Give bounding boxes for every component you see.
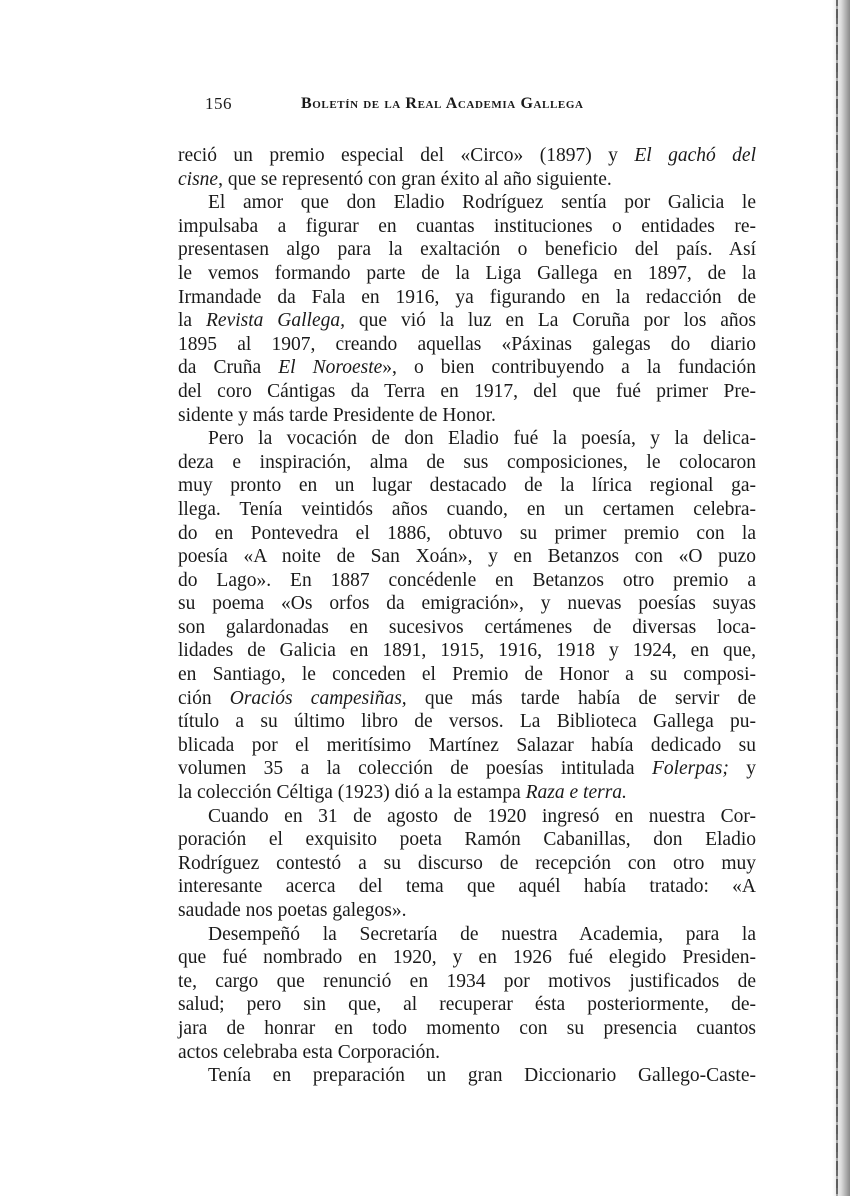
text-line [178, 522, 756, 546]
text-line [178, 639, 756, 663]
italic-text: cisne [178, 168, 219, 190]
italic-text: El Noroeste [278, 357, 383, 379]
text-segment: , que se representó con gran éxito al año siguiente. [218, 168, 612, 190]
text-segment: en Santiago, le conceden el Premio de Honor a su composi- [178, 664, 756, 686]
scan-binding-edge [836, 0, 838, 1196]
text-segment: su poema «Os orfos da emigración», y nuevas poesías suyas [178, 593, 756, 615]
text-segment: sidente y más tarde Presidente de Honor. [178, 404, 496, 426]
text-segment: da Cruña [178, 357, 279, 379]
body-text [178, 144, 756, 1088]
italic-text: Folerpas; [651, 758, 729, 780]
text-segment: Tenía en preparación un gran Diccionario Gallego-Caste- [208, 1065, 756, 1087]
text-segment: El amor que don Eladio Rodríguez sentía por Galicia le [208, 192, 756, 214]
text-segment: », o bien contribuyendo a la fundación [382, 357, 756, 379]
text-segment: do Lago». En 1887 concédenle en Betanzos otro premio a [178, 569, 756, 591]
italic-text: Revista Gallega, [206, 310, 346, 332]
text-line [178, 710, 756, 734]
text-segment: Cuando en 31 de agosto de 1920 ingresó en nuestra Cor- [208, 805, 756, 827]
text-line [178, 333, 756, 357]
text-line [178, 545, 756, 569]
text-line [178, 757, 756, 781]
text-line [178, 309, 756, 333]
text-line [178, 970, 756, 994]
text-line [178, 899, 756, 923]
text-segment: deza e inspiración, alma de sus composiciones, le colocaron [178, 451, 756, 473]
text-line [178, 427, 756, 451]
text-line [178, 875, 756, 899]
text-segment: título a su último libro de versos. La Biblioteca Gallega pu- [178, 711, 756, 733]
text-segment: muy pronto en un lugar destacado de la lírica regional ga- [178, 475, 756, 497]
text-line [178, 993, 756, 1017]
text-segment: le vemos formando parte de la Liga Gallega en 1897, de la [178, 262, 756, 284]
text-segment: 1895 al 1907, creando aquellas «Páxinas galegas do diario [178, 333, 756, 355]
text-segment: impulsaba a figurar en cuantas instituciones o entidades re- [178, 215, 756, 237]
text-segment: interesante acerca del tema que aquél había tratado: «A [178, 876, 756, 898]
text-segment: poesía «A noite de San Xoán», y en Betanzos con «O puzo [178, 546, 756, 568]
text-line [178, 734, 756, 758]
text-segment: que más tarde había de servir de [406, 687, 756, 709]
text-line [178, 404, 756, 428]
text-line [178, 238, 756, 262]
italic-text: Raza e terra. [525, 782, 627, 804]
text-line [178, 286, 756, 310]
text-segment: te, cargo que renunció en 1934 por motivos justificados de [178, 970, 756, 992]
text-segment: do en Pontevedra el 1886, obtuvo su primer premio con la [178, 522, 756, 544]
text-line [178, 144, 756, 168]
text-segment: salud; pero sin que, al recuperar ésta posteriormente, de- [178, 994, 756, 1016]
text-line [178, 215, 756, 239]
text-segment: la [178, 310, 206, 332]
text-segment: jara de honrar en todo momento con su presencia cuantos [178, 1017, 756, 1039]
scan-edge-shadow [832, 0, 850, 1196]
page-number: 156 [205, 94, 232, 113]
text-segment: reció un premio especial del «Circo» (1897) y [178, 145, 635, 166]
text-segment: Desempeñó la Secretaría de nuestra Academia, para la [208, 923, 756, 945]
text-line [178, 781, 756, 805]
text-line [178, 1064, 756, 1088]
text-segment: y [728, 758, 757, 780]
text-segment: saudade nos poetas galegos». [178, 900, 407, 921]
text-line [178, 687, 756, 711]
text-segment: presentasen algo para la exaltación o beneficio del país. Así [178, 239, 756, 261]
text-line [178, 1017, 756, 1041]
text-line [178, 380, 756, 404]
running-head: Boletín de la Real Academia Gallega [301, 95, 584, 112]
text-line [178, 592, 756, 616]
page-header [205, 94, 635, 124]
text-segment: del coro Cántigas da Terra en 1917, del que fué primer Pre- [178, 380, 756, 402]
text-segment: llega. Tenía veintidós años cuando, en un certamen celebra- [178, 498, 756, 520]
text-segment: poración el exquisito poeta Ramón Cabanillas, don Eladio [178, 829, 756, 851]
text-line [178, 168, 756, 192]
text-line [178, 616, 756, 640]
text-line [178, 805, 756, 829]
text-segment: actos celebraba esta Corporación. [178, 1041, 441, 1063]
text-segment: ción [178, 687, 230, 709]
text-line [178, 191, 756, 215]
italic-text: Oraciós campesiñas, [229, 687, 407, 709]
text-line [178, 451, 756, 475]
text-line [178, 262, 756, 286]
text-segment: volumen 35 a la colección de poesías intitulada [178, 758, 652, 780]
text-line [178, 946, 756, 970]
text-segment: Irmandade da Fala en 1916, ya figurando en la redacción de [178, 286, 756, 308]
text-line [178, 569, 756, 593]
text-line [178, 356, 756, 380]
text-segment: Pero la vocación de don Eladio fué la poesía, y la delica- [208, 428, 756, 450]
text-segment: Rodríguez contestó a su discurso de recepción con otro muy [178, 852, 756, 874]
text-line [178, 1041, 756, 1065]
text-segment: lidades de Galicia en 1891, 1915, 1916, 1918 y 1924, en que, [178, 640, 756, 662]
italic-text: El gachó del [634, 145, 756, 166]
text-segment: que vió la luz en La Coruña por los años [345, 310, 757, 332]
text-segment: que fué nombrado en 1920, y en 1926 fué elegido Presiden- [178, 947, 756, 969]
text-line [178, 852, 756, 876]
text-segment: blicada por el meritísimo Martínez Salazar había dedicado su [178, 734, 756, 756]
text-line [178, 663, 756, 687]
text-line [178, 474, 756, 498]
text-segment: son galardonadas en sucesivos certámenes de diversas loca- [178, 616, 756, 638]
text-line [178, 498, 756, 522]
text-line [178, 923, 756, 947]
text-segment: la colección Céltiga (1923) dió a la estampa [178, 782, 526, 804]
text-line [178, 828, 756, 852]
